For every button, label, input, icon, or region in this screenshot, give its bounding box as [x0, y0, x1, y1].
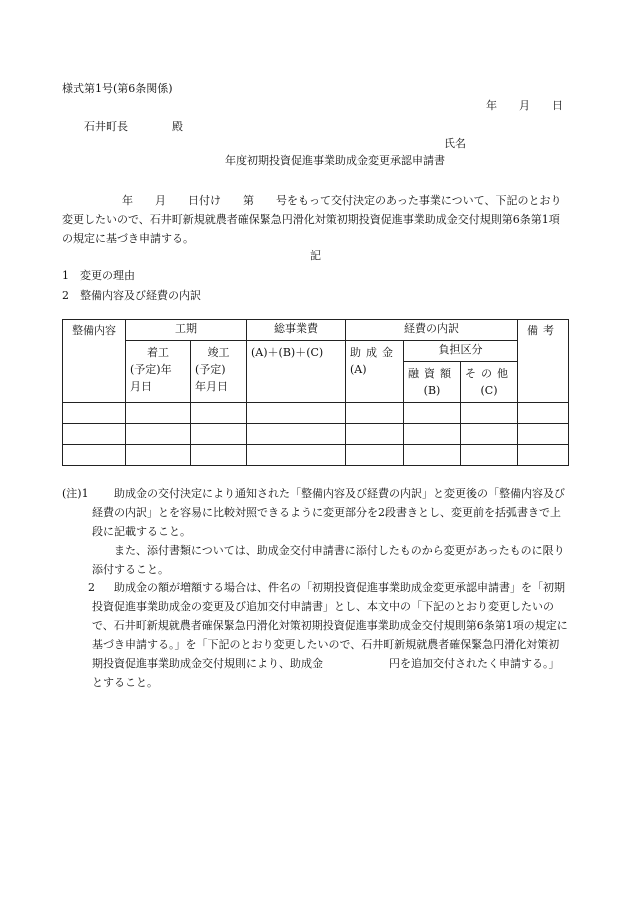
- note-1-paragraph-1: 助成金の交付決定により通知された「整備内容及び経費の内訳」と変更後の「整備内容及び経費の内訳」とを容易に比較対照できるように変更部分を2段書きとし、変更前を括弧書きで上段に記載すること。: [92, 487, 565, 538]
- header-chakko: [126, 341, 191, 403]
- chakko-line2: (予定)年: [130, 363, 172, 376]
- chakko-line3: 月日: [130, 380, 152, 393]
- yushi-b: (B): [423, 384, 441, 397]
- form-label: 様式第1号(第6条関係): [62, 82, 173, 95]
- header-formula: [247, 341, 346, 403]
- addressee: 石井町長 殿: [84, 120, 183, 133]
- date-line: 年 月 日: [486, 99, 563, 112]
- body-paragraph: 年 月 日付け 第 号をもって交付決定のあった事業について、下記のとおり変更したいので、石井町新規就農者確保緊急円滑化対策初期投資促進事業助成金交付規則第6条第1項の規定に基づき申請する。: [62, 194, 562, 245]
- yushi-label: 融資額: [408, 367, 456, 380]
- joseikin-a: (A): [350, 363, 367, 376]
- sonota-label: その他: [465, 367, 514, 380]
- item-1-reason: 1 変更の理由: [62, 269, 135, 282]
- joseikin-label: 助成金: [350, 346, 398, 359]
- note-2-paragraph: 助成金の額が増額する場合は、件名の「初期投資促進事業助成金変更承認申請書」を「初期投資促進事業助成金の変更及び追加交付申請書」とし、本文中の「下記のとおり変更したいので、石井町新規就農者確保緊急円滑化対策初期投資促進事業助成金交付規則第6条第1項の規定に基づき申請する。」を「下記のとおり変更したいので、石井町新規就農者確保緊急円滑化対策初期投資促進事業助成金交付規則により、助成金 円を追加交付されたく申請する。」とすること。: [92, 581, 568, 689]
- header-sojigyohi: 総事業費: [247, 320, 346, 341]
- document-title: 年度初期投資促進事業助成金変更承認申請書: [225, 154, 445, 167]
- note-2-label: 2: [88, 581, 95, 594]
- header-biko: 備考: [518, 320, 569, 403]
- header-yushi: [404, 362, 461, 403]
- notes-label: (注)1: [62, 487, 89, 500]
- header-keihi: 経費の内訳: [346, 320, 518, 341]
- header-seibi: 整備内容: [63, 320, 126, 403]
- shunko-line3: 年月日: [195, 380, 228, 393]
- name-label: 氏名: [444, 137, 466, 150]
- table-row: [63, 424, 569, 445]
- formula-text: (A)＋(B)＋(C): [251, 346, 324, 359]
- table-row: [63, 445, 569, 466]
- header-futan: 負担区分: [404, 341, 518, 362]
- ki-heading: 記: [310, 249, 321, 262]
- note-1-paragraph-2: また、添付書類については、助成金交付申請書に添付したものから変更があったものに限り添付すること。: [92, 544, 565, 576]
- chakko-line1: 着工: [147, 346, 169, 359]
- header-kouki: 工期: [126, 320, 247, 341]
- item-2-breakdown: 2 整備内容及び経費の内訳: [62, 289, 201, 302]
- table-row: [63, 403, 569, 424]
- expense-table: [62, 319, 569, 466]
- header-joseikin: [346, 341, 404, 403]
- header-shunko: [191, 341, 247, 403]
- shunko-line2: (予定): [195, 363, 226, 376]
- header-sonota: [461, 362, 518, 403]
- sonota-c: (C): [480, 384, 498, 397]
- shunko-line1: 竣工: [207, 346, 230, 359]
